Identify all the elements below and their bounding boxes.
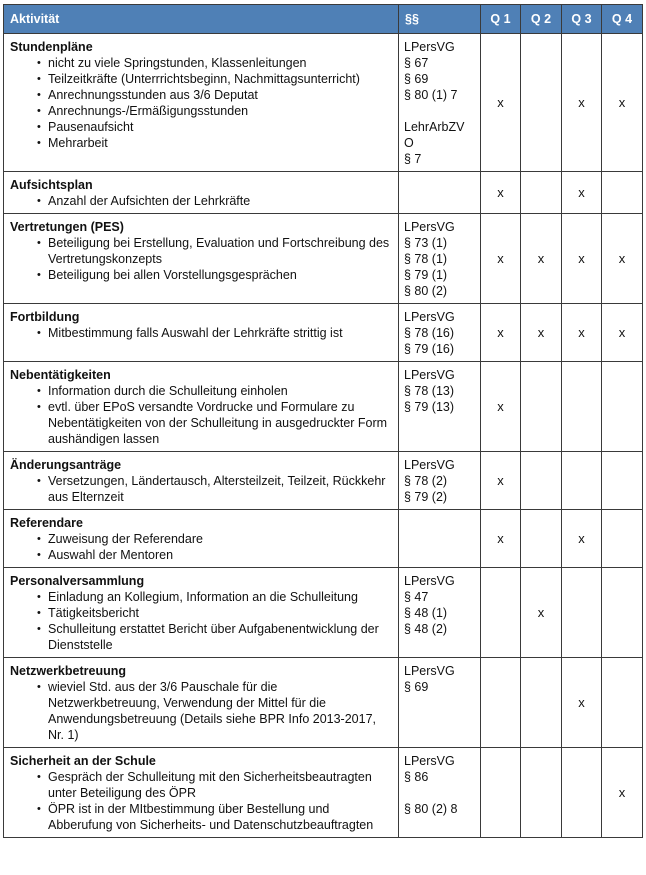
law-reference: § 79 (2) — [404, 490, 448, 504]
law-reference: § 78 (2) — [404, 474, 448, 488]
q2-mark — [521, 34, 562, 172]
law-reference: § 73 (1) — [404, 236, 448, 250]
q3-mark: x — [562, 172, 602, 214]
law-reference: LPersVG — [404, 458, 455, 472]
law-reference: § 48 (2) — [404, 622, 448, 636]
activity-list — [10, 769, 392, 833]
q2-mark — [521, 748, 562, 838]
law-cell — [399, 658, 481, 748]
q1-mark: x — [481, 362, 521, 452]
law-reference: § 80 (2) 8 — [404, 802, 458, 816]
q4-mark: x — [602, 304, 643, 362]
law-reference: LPersVG — [404, 754, 455, 768]
activity-cell — [4, 304, 399, 362]
law-reference: LPersVG — [404, 368, 455, 382]
law-reference: LPersVG — [404, 574, 455, 588]
list-item: • Beteiligung bei allen Vorstellungsgesprächen — [48, 267, 392, 283]
list-item: • Information durch die Schulleitung einholen — [48, 383, 392, 399]
list-item: • wieviel Std. aus der 3/6 Pauschale für die Netzwerkbetreuung, Verwendung der Mittel für die Anwendungsbetreuung (Details siehe BPR Info 2013-2017, Nr. 1) — [48, 679, 392, 743]
q2-mark — [521, 658, 562, 748]
list-item: • Versetzungen, Ländertausch, Altersteilzeit, Teilzeit, Rückkehr aus Elternzeit — [48, 473, 392, 505]
law-cell — [399, 172, 481, 214]
law-reference: § 78 (13) — [404, 384, 455, 398]
law-reference: § 80 (2) — [404, 284, 448, 298]
q3-mark: x — [562, 214, 602, 304]
activity-title: Sicherheit an der Schule — [10, 754, 156, 768]
activity-cell — [4, 510, 399, 568]
list-item: • Gespräch der Schulleitung mit den Sicherheitsbeautragten unter Beteiligung des ÖPR — [48, 769, 392, 801]
q1-mark — [481, 748, 521, 838]
list-item: • Anzahl der Aufsichten der Lehrkräfte — [48, 193, 392, 209]
law-reference — [404, 785, 476, 801]
law-reference: § 79 (1) — [404, 268, 448, 282]
table-header-row — [4, 5, 643, 34]
law-reference: § 86 — [404, 770, 429, 784]
q4-mark: x — [602, 34, 643, 172]
law-cell — [399, 362, 481, 452]
activity-cell — [4, 452, 399, 510]
activity-list — [10, 193, 392, 209]
law-reference: LPersVG — [404, 40, 455, 54]
list-item: • evtl. über EPoS versandte Vordrucke und Formulare zu Nebentätigkeiten von der Schulleitung in ausgedruckter Form aushändigen lassen — [48, 399, 392, 447]
activity-title: Netzwerkbetreuung — [10, 664, 126, 678]
list-item: • Mehrarbeit — [48, 135, 392, 151]
law-reference — [404, 103, 476, 119]
list-item: • Zuweisung der Referendare — [48, 531, 392, 547]
law-reference: § 78 (16) — [404, 326, 455, 340]
law-reference: LPersVG — [404, 220, 455, 234]
law-reference: § 67 — [404, 56, 429, 70]
law-reference: § 80 (1) 7 — [404, 88, 458, 102]
activity-cell — [4, 214, 399, 304]
activity-cell — [4, 658, 399, 748]
list-item: • nicht zu viele Springstunden, Klassenleitungen — [48, 55, 392, 71]
table-body — [4, 34, 643, 838]
table-row — [4, 568, 643, 658]
header-q3: Q 3 — [562, 5, 602, 34]
q2-mark — [521, 172, 562, 214]
law-cell — [399, 510, 481, 568]
law-reference: LPersVG — [404, 664, 455, 678]
law-cell — [399, 304, 481, 362]
law-reference: LehrArbZV — [404, 120, 465, 134]
table-row — [4, 510, 643, 568]
table-row — [4, 362, 643, 452]
header-law: §§ — [399, 5, 481, 34]
q1-mark — [481, 568, 521, 658]
list-item: • ÖPR ist in der MItbestimmung über Bestellung und Abberufung von Sicherheits- und Datenschutzbeauftragten — [48, 801, 392, 833]
table-row — [4, 214, 643, 304]
q2-mark: x — [521, 304, 562, 362]
header-q4: Q 4 — [602, 5, 643, 34]
q4-mark — [602, 362, 643, 452]
q4-mark — [602, 452, 643, 510]
activity-list — [10, 235, 392, 283]
law-reference: O — [404, 136, 414, 150]
q3-mark: x — [562, 658, 602, 748]
q2-mark — [521, 362, 562, 452]
q1-mark: x — [481, 510, 521, 568]
q2-mark — [521, 510, 562, 568]
header-q2: Q 2 — [521, 5, 562, 34]
table-row — [4, 748, 643, 838]
law-reference: LPersVG — [404, 310, 455, 324]
q1-mark: x — [481, 452, 521, 510]
q3-mark: x — [562, 304, 602, 362]
table-row — [4, 304, 643, 362]
activity-cell — [4, 362, 399, 452]
activity-title: Personalversammlung — [10, 574, 145, 588]
activity-table — [3, 4, 643, 838]
activity-title: Vertretungen (PES) — [10, 220, 124, 234]
law-cell — [399, 568, 481, 658]
q2-mark — [521, 452, 562, 510]
law-reference: § 7 — [404, 152, 422, 166]
activity-cell — [4, 748, 399, 838]
q3-mark: x — [562, 34, 602, 172]
list-item: • Einladung an Kollegium, Information an die Schulleitung — [48, 589, 392, 605]
activity-cell — [4, 172, 399, 214]
q2-mark: x — [521, 568, 562, 658]
law-reference: § 48 (1) — [404, 606, 448, 620]
list-item: • Anrechnungs-/Ermäßigungsstunden — [48, 103, 392, 119]
activity-list — [10, 55, 392, 151]
q1-mark: x — [481, 34, 521, 172]
law-cell — [399, 748, 481, 838]
list-item: • Beteiligung bei Erstellung, Evaluation und Fortschreibung des Vertretungskonzepts — [48, 235, 392, 267]
activity-title: Fortbildung — [10, 310, 80, 324]
activity-list — [10, 531, 392, 563]
activity-title: Nebentätigkeiten — [10, 368, 111, 382]
activity-cell — [4, 34, 399, 172]
q4-mark: x — [602, 748, 643, 838]
activity-list — [10, 679, 392, 743]
list-item: • Anrechnungsstunden aus 3/6 Deputat — [48, 87, 392, 103]
list-item: • Auswahl der Mentoren — [48, 547, 392, 563]
table-row — [4, 172, 643, 214]
header-q1: Q 1 — [481, 5, 521, 34]
list-item: • Tätigkeitsbericht — [48, 605, 392, 621]
q3-mark — [562, 362, 602, 452]
q3-mark: x — [562, 510, 602, 568]
table-row — [4, 34, 643, 172]
q4-mark: x — [602, 214, 643, 304]
activity-list — [10, 325, 392, 341]
activity-cell — [4, 568, 399, 658]
list-item: • Schulleitung erstattet Bericht über Aufgabenentwicklung der Dienststelle — [48, 621, 392, 653]
law-reference: § 69 — [404, 680, 429, 694]
q3-mark — [562, 748, 602, 838]
law-reference: § 79 (16) — [404, 342, 455, 356]
activity-list — [10, 473, 392, 505]
activity-title: Aufsichtsplan — [10, 178, 93, 192]
activity-list — [10, 383, 392, 447]
q1-mark: x — [481, 304, 521, 362]
activity-title: Stundenpläne — [10, 40, 93, 54]
list-item: • Mitbestimmung falls Auswahl der Lehrkräfte strittig ist — [48, 325, 392, 341]
q4-mark — [602, 510, 643, 568]
q1-mark: x — [481, 172, 521, 214]
law-reference: § 69 — [404, 72, 429, 86]
q3-mark — [562, 452, 602, 510]
law-cell — [399, 34, 481, 172]
law-reference: § 78 (1) — [404, 252, 448, 266]
table-row — [4, 452, 643, 510]
list-item: • Pausenaufsicht — [48, 119, 392, 135]
law-reference: § 47 — [404, 590, 429, 604]
list-item: • Teilzeitkräfte (Unterrrichtsbeginn, Nachmittagsunterricht) — [48, 71, 392, 87]
header-activity: Aktivität — [4, 5, 399, 34]
q1-mark — [481, 658, 521, 748]
activity-list — [10, 589, 392, 653]
law-reference: § 79 (13) — [404, 400, 455, 414]
q4-mark — [602, 568, 643, 658]
law-cell — [399, 452, 481, 510]
q4-mark — [602, 172, 643, 214]
table-row — [4, 658, 643, 748]
q4-mark — [602, 658, 643, 748]
activity-title: Änderungsanträge — [10, 458, 122, 472]
law-cell — [399, 214, 481, 304]
q3-mark — [562, 568, 602, 658]
q1-mark: x — [481, 214, 521, 304]
activity-title: Referendare — [10, 516, 83, 530]
q2-mark: x — [521, 214, 562, 304]
